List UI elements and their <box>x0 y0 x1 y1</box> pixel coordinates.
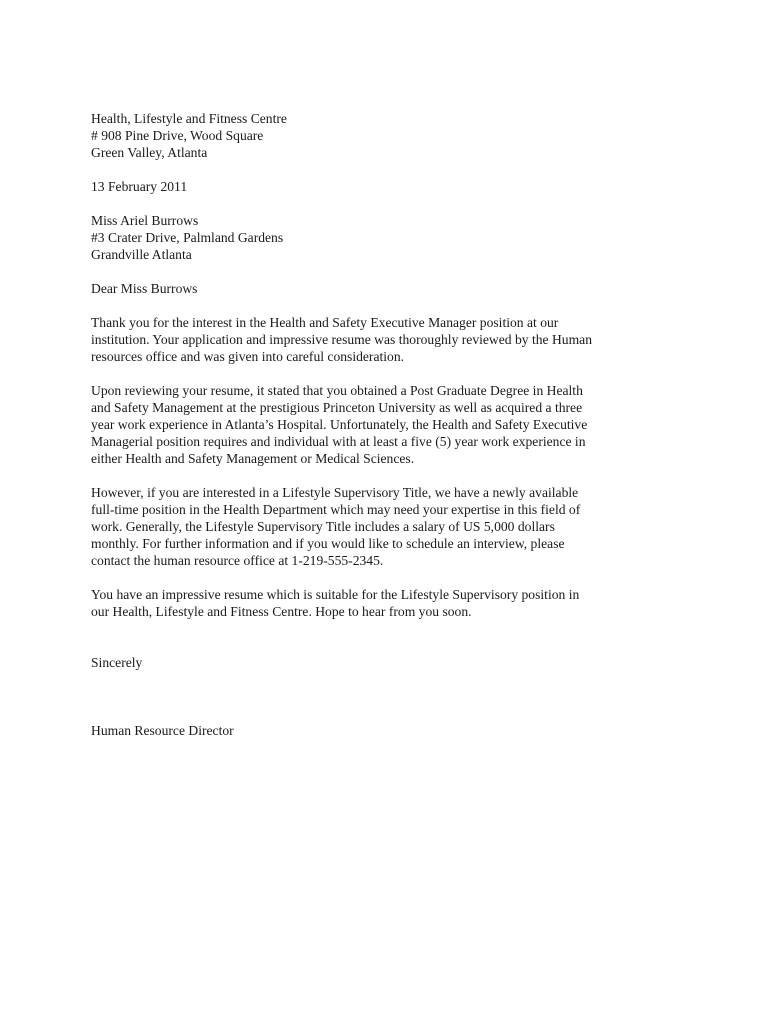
paragraph-3 <box>91 484 691 569</box>
closing <box>91 654 691 671</box>
paragraph-line: either Health and Safety Management or Medical Sciences. <box>91 451 415 466</box>
signatory-title: Human Resource Director <box>91 723 234 738</box>
sender-address <box>91 110 691 161</box>
paragraph-line: You have an impressive resume which is suitable for the Lifestyle Supervisory position in <box>91 587 580 602</box>
paragraph-line: However, if you are interested in a Lifestyle Supervisory Title, we have a newly available <box>91 485 579 500</box>
paragraph-line: Managerial position requires and individual with at least a five (5) year work experience in <box>91 434 586 449</box>
paragraph-line: monthly. For further information and if you would like to schedule an interview, please <box>91 536 565 551</box>
paragraph-line: full-time position in the Health Department which may need your expertise in this field of <box>91 502 581 517</box>
recipient-line: Miss Ariel Burrows <box>91 213 199 228</box>
paragraph-2 <box>91 382 691 467</box>
letter-date <box>91 178 691 195</box>
sender-line: # 908 Pine Drive, Wood Square <box>91 128 264 143</box>
salutation-text: Dear Miss Burrows <box>91 281 198 296</box>
recipient-line: #3 Crater Drive, Palmland Gardens <box>91 230 284 245</box>
closing-text: Sincerely <box>91 655 143 670</box>
sender-line: Green Valley, Atlanta <box>91 145 208 160</box>
paragraph-line: institution. Your application and impressive resume was thoroughly reviewed by the Human <box>91 332 592 347</box>
paragraph-line: and Safety Management at the prestigious Princeton University as well as acquired a three <box>91 400 583 415</box>
signatory <box>91 722 691 739</box>
paragraph-line: Thank you for the interest in the Health and Safety Executive Manager position at our <box>91 315 559 330</box>
letter-body <box>91 110 691 739</box>
paragraph-line: our Health, Lifestyle and Fitness Centre. Hope to hear from you soon. <box>91 604 472 619</box>
sender-line: Health, Lifestyle and Fitness Centre <box>91 111 287 126</box>
paragraph-line: year work experience in Atlanta’s Hospital. Unfortunately, the Health and Safety Executive <box>91 417 588 432</box>
paragraph-line: work. Generally, the Lifestyle Supervisory Title includes a salary of US 5,000 dollars <box>91 519 555 534</box>
paragraph-1 <box>91 314 691 365</box>
recipient-line: Grandville Atlanta <box>91 247 192 262</box>
paragraph-line: contact the human resource office at 1-219-555-2345. <box>91 553 384 568</box>
paragraph-line: resources office and was given into careful consideration. <box>91 349 405 364</box>
paragraph-4 <box>91 586 691 620</box>
recipient-address <box>91 212 691 263</box>
salutation <box>91 280 691 297</box>
date-text: 13 February 2011 <box>91 179 188 194</box>
paragraph-line: Upon reviewing your resume, it stated that you obtained a Post Graduate Degree in Health <box>91 383 583 398</box>
